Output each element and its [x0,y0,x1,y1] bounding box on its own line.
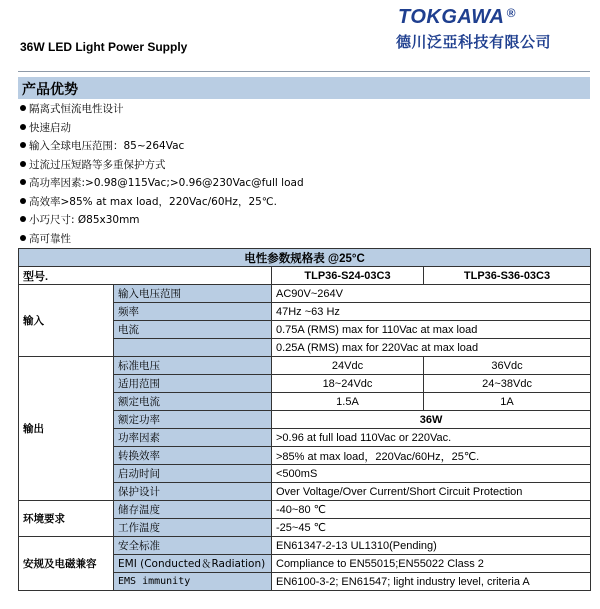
param-label: 额定功率 [114,411,272,429]
company-name-cn: 德川泛亞科技有限公司 [396,33,552,51]
table-row [19,285,591,303]
bullet-icon [20,161,26,167]
param-label-empty [114,339,272,357]
param-value: Compliance to EN55015;EN55022 Class 2 [272,555,591,573]
advantages-section-bar [18,77,590,99]
param-label: 安全标准 [114,537,272,555]
param-value: 36W [272,411,591,429]
param-label: 功率因素 [114,429,272,447]
param-value: AC90V~264V [272,285,591,303]
param-value: Over Voltage/Over Current/Short Circuit Protection [272,483,591,501]
bullet-icon [20,216,26,222]
spec-table [18,248,591,591]
brand-name: TOKGAWA [398,6,505,28]
param-value: 24~38Vdc [424,375,591,393]
param-value: <500mS [272,465,591,483]
table-row [19,537,591,555]
param-label: 适用范围 [114,375,272,393]
list-item: 高效率>85% at max load，220Vac/60Hz，25℃. [20,193,304,212]
advantages-list [20,100,304,267]
advantages-title: 产品优势 [22,82,78,98]
param-value: >85% at max load，220Vac/60Hz，25℃. [272,447,591,465]
param-value: EN6100-3-2; EN61547; light industry level, criteria A [272,573,591,591]
param-value: 1A [424,393,591,411]
model-s24: TLP36-S24-03C3 [272,267,424,285]
list-item: 快速启动 [20,119,304,138]
param-label: 启动时间 [114,465,272,483]
param-label: 额定电流 [114,393,272,411]
param-label: 转换效率 [114,447,272,465]
product-title: 36W LED Light Power Supply [20,40,188,54]
model-s36: TLP36-S36-03C3 [424,267,591,285]
param-label: 标准电压 [114,357,272,375]
bullet-icon [20,179,26,185]
list-item: 高功率因素:>0.98@115Vac;>0.96@230Vac@full load [20,174,304,193]
list-item: 小巧尺寸: Ø85x30mm [20,211,304,230]
category-input: 输入 [19,285,114,357]
spec-caption: 电性参数规格表 @25°C [19,249,591,267]
param-value: 18~24Vdc [272,375,424,393]
brand-logo [398,6,516,29]
param-label: EMS immunity [114,573,272,591]
category-safety: 安规及电磁兼容 [19,537,114,591]
param-value: 0.25A (RMS) max for 220Vac at max load [272,339,591,357]
bullet-icon [20,198,26,204]
bullet-icon [20,124,26,130]
bullet-icon [20,105,26,111]
param-label: 保护设计 [114,483,272,501]
param-value: -25~45 ℃ [272,519,591,537]
param-value: >0.96 at full load 110Vac or 220Vac. [272,429,591,447]
param-label: 频率 [114,303,272,321]
header-divider [18,71,590,72]
list-item: 过流过压短路等多重保护方式 [20,156,304,175]
param-value: EN61347-2-13 UL1310(Pending) [272,537,591,555]
param-value: 1.5A [272,393,424,411]
table-row [19,501,591,519]
param-value: 36Vdc [424,357,591,375]
param-label: 储存温度 [114,501,272,519]
bullet-icon [20,235,26,241]
param-label: 电流 [114,321,272,339]
param-value: 24Vdc [272,357,424,375]
param-label: 输入电压范围 [114,285,272,303]
table-row [19,357,591,375]
param-value: -40~80 ℃ [272,501,591,519]
list-item: 高可靠性 [20,230,304,249]
list-item: 输入全球电压范围：85~264Vac [20,137,304,156]
registered-mark: ® [506,6,516,20]
param-value: 0.75A (RMS) max for 110Vac at max load [272,321,591,339]
param-label: EMI (Conducted＆Radiation) [114,555,272,573]
category-output: 输出 [19,357,114,501]
model-label: 型号. [19,267,272,285]
param-label: 工作温度 [114,519,272,537]
list-item: 隔离式恒流电性设计 [20,100,304,119]
param-value: 47Hz ~63 Hz [272,303,591,321]
category-environment: 环境要求 [19,501,114,537]
bullet-icon [20,142,26,148]
